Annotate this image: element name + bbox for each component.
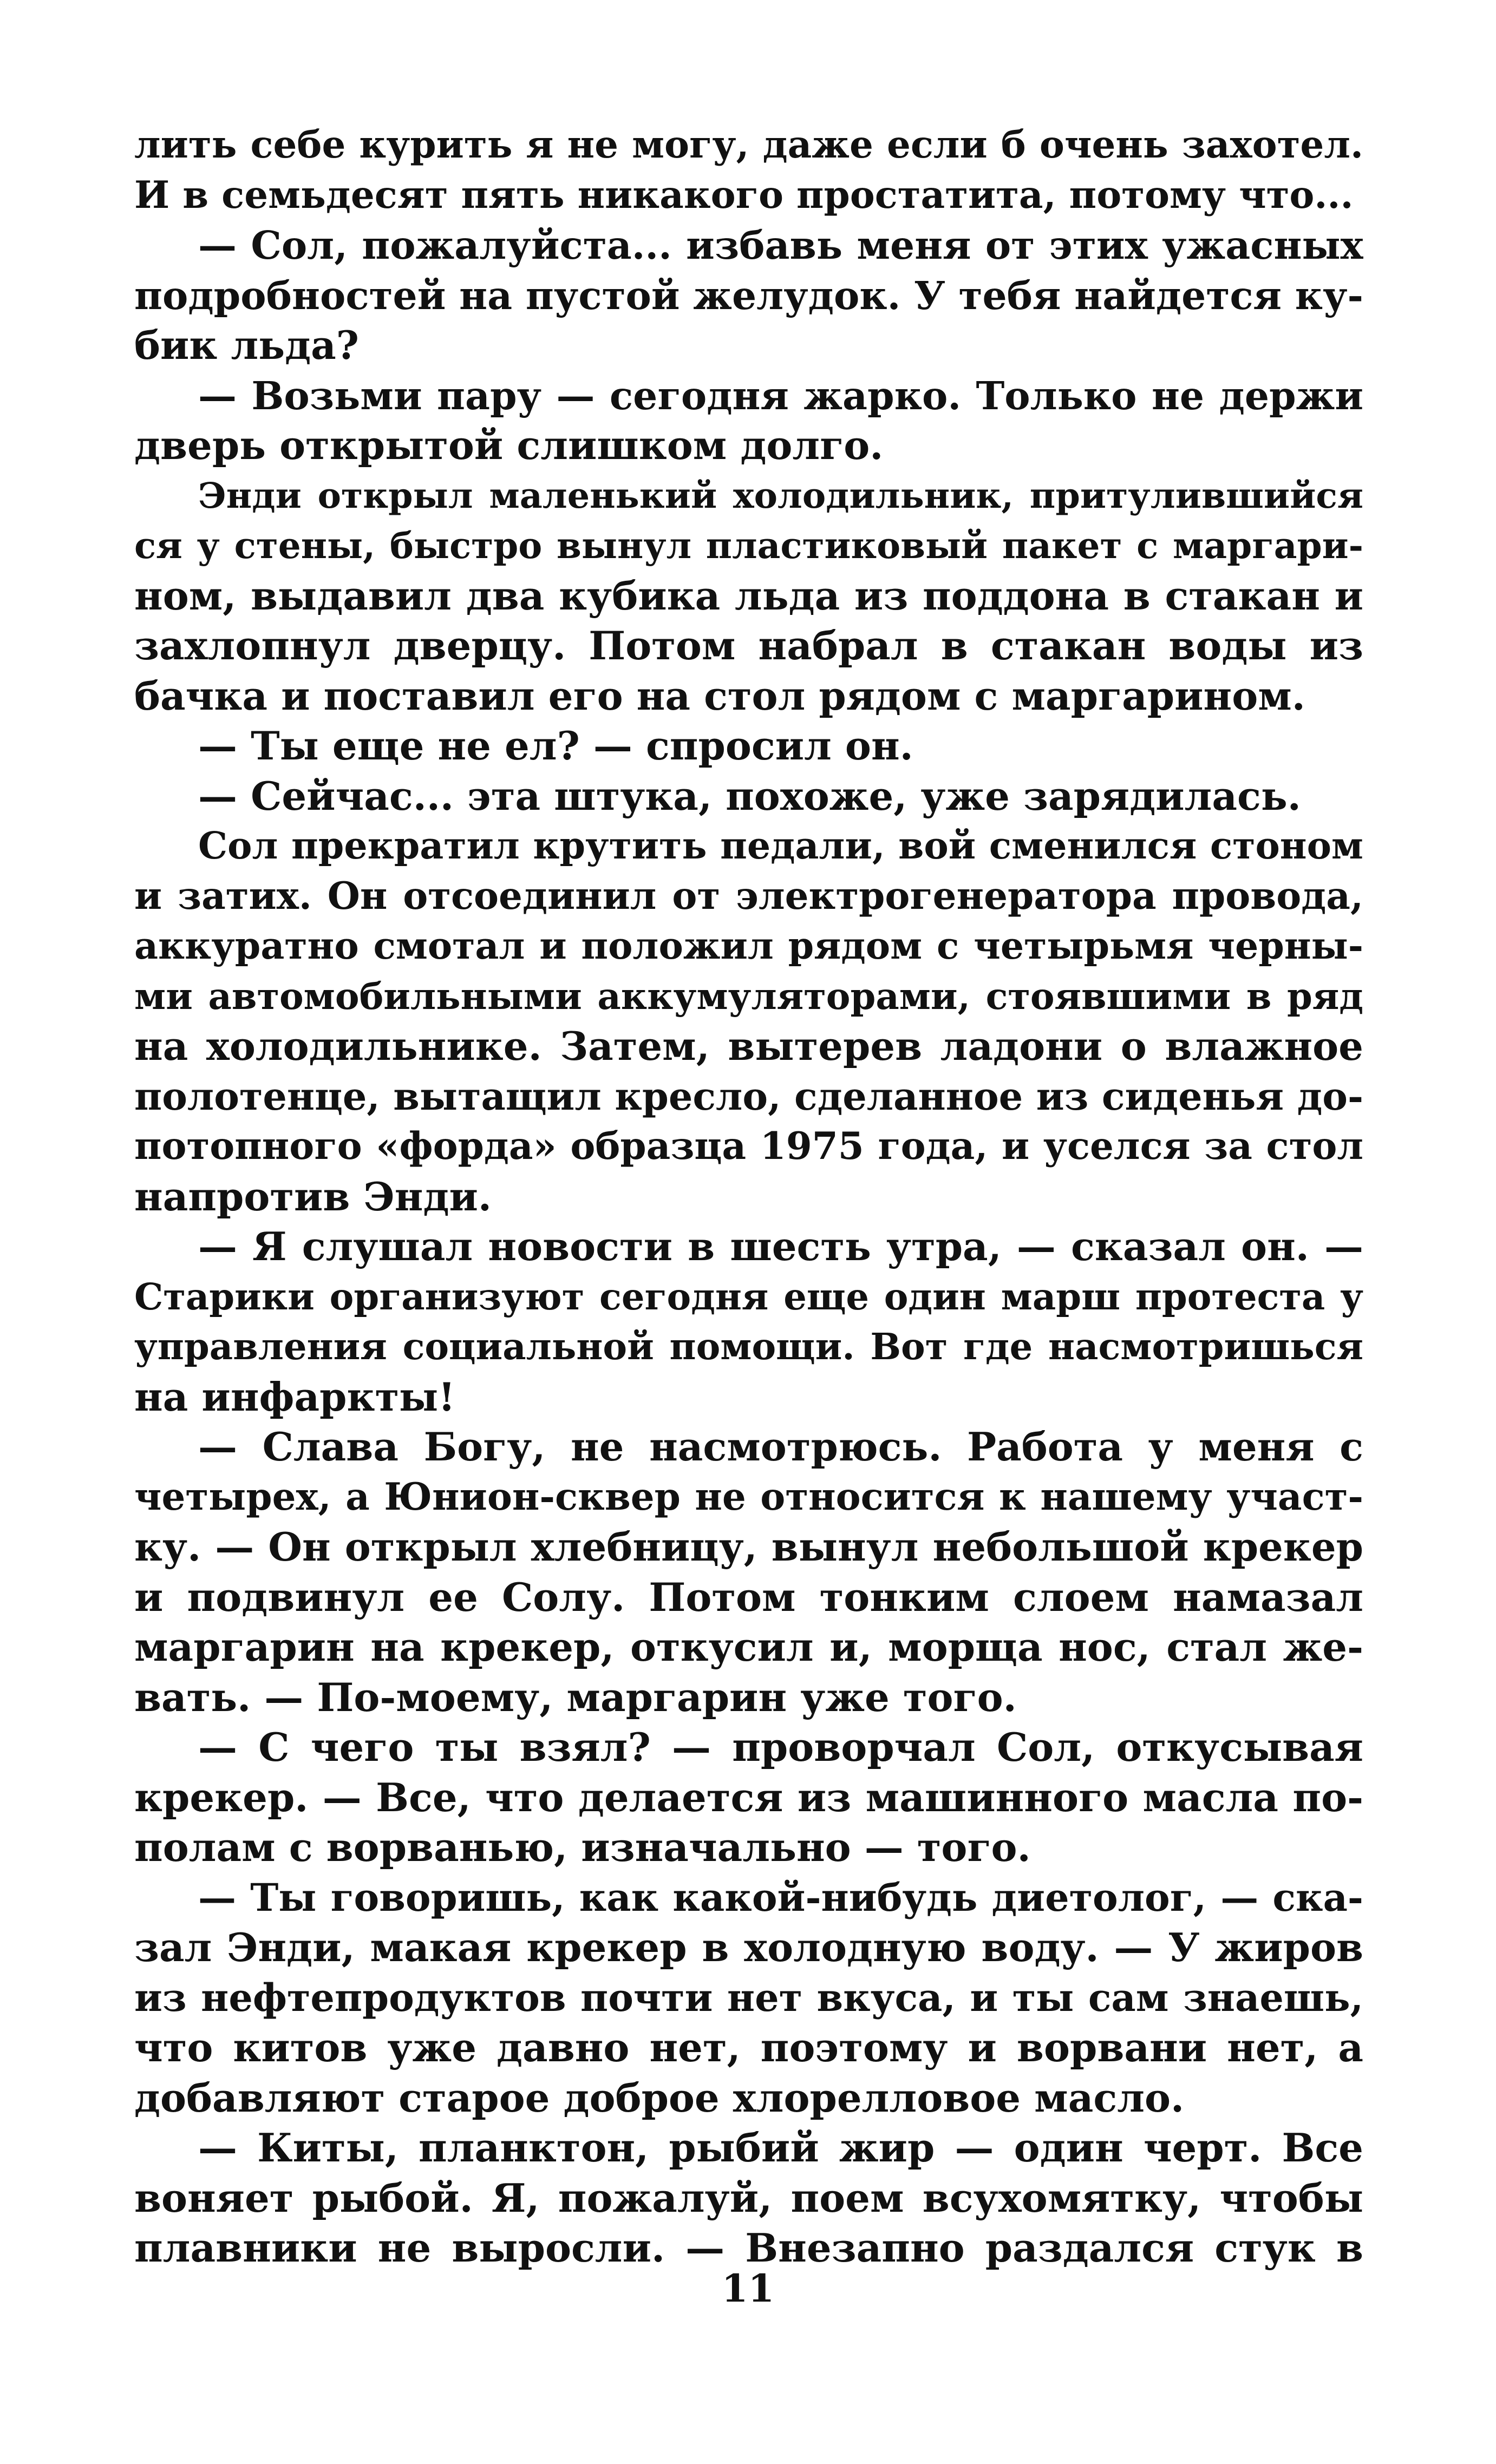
text-line: захлопнул дверцу. Потом набрал в стакан воды из — [134, 622, 1363, 669]
text-line: напротив Энди. — [134, 1173, 492, 1220]
text-line: потопного «форда» образца 1975 года, и уселся за стол — [134, 1124, 1363, 1168]
text-line: Сол прекратил крутить педали, вой сменился стоном — [198, 824, 1363, 868]
text-line: полотенце, вытащил кресло, сделанное из сиденья до- — [134, 1073, 1363, 1119]
text-line: воняет рыбой. Я, пожалуй, поем всухомятку, чтобы — [134, 2174, 1363, 2221]
text-line: — Сол, пожалуйста... избавь меня от этих ужасных — [198, 222, 1363, 268]
text-line: из нефтепродуктов почти нет вкуса, и ты сам знаешь, — [134, 1975, 1363, 2020]
text-line: добавляют старое доброе хлорелловое масло. — [134, 2074, 1185, 2121]
text-line: и подвинул ее Солу. Потом тонким слоем намазал — [134, 1574, 1363, 1620]
text-line: управления социальной помощи. Вот где насмотришься — [134, 1325, 1363, 1368]
text-line: крекер. — Все, что делается из машинного масла по- — [134, 1774, 1363, 1820]
text-line: ном, выдавил два кубика льда из поддона в стакан и — [134, 572, 1363, 619]
text-line: бачка и поставил его на стол рядом с маргарином. — [134, 672, 1305, 719]
text-line: — Ты говоришь, как какой-нибудь диетолог, — ска- — [198, 1875, 1363, 1920]
text-line: четырех, а Юнион-сквер не относится к нашему участ- — [134, 1475, 1363, 1519]
page-number: 11 — [721, 2266, 775, 2311]
text-line: — С чего ты взял? — проворчал Сол, откусывая — [198, 1724, 1363, 1770]
text-line: лить себе курить я не могу, даже если б очень захотел. — [134, 123, 1363, 167]
text-line: ся у стены, быстро вынул пластиковый пакет с маргари- — [134, 525, 1363, 567]
text-line: Старики организуют сегодня еще один марш протеста у — [134, 1275, 1363, 1318]
text-line: — Я слушал новости в шесть утра, — сказал он. — — [198, 1223, 1363, 1269]
text-line: — Сейчас... эта штука, похоже, уже зарядилась. — [198, 772, 1301, 819]
text-line: бик льда? — [134, 322, 359, 368]
body-text — [134, 120, 1363, 2273]
text-line: плавники не выросли. — Внезапно раздался стук в — [134, 2225, 1363, 2271]
text-line: ку. — Он открыл хлебницу, вынул небольшой крекер — [134, 1524, 1363, 1570]
text-line: ми автомобильными аккумуляторами, стоявшими в ряд — [134, 974, 1363, 1018]
text-line: зал Энди, макая крекер в холодную воду. — У жиров — [134, 1924, 1363, 1970]
text-line: на инфаркты! — [134, 1373, 455, 1420]
text-line: маргарин на крекер, откусил и, морща нос, стал же- — [134, 1624, 1363, 1670]
text-line: И в семьдесят пять никакого простатита, потому что... — [134, 173, 1354, 217]
text-line: полам с ворванью, изначально — того. — [134, 1824, 1031, 1870]
text-line: дверь открытой слишком долго. — [134, 422, 884, 468]
text-line: вать. — По-моему, маргарин уже того. — [134, 1674, 1017, 1720]
text-line: что китов уже давно нет, поэтому и ворвани нет, а — [134, 2024, 1363, 2070]
text-line: — Слава Богу, не насмотрюсь. Работа у меня с — [198, 1424, 1363, 1470]
text-line: — Ты еще не ел? — спросил он. — [198, 723, 913, 769]
text-line: — Возьми пару — сегодня жарко. Только не держи — [198, 372, 1363, 418]
text-line: и затих. Он отсоединил от электрогенератора провода, — [134, 874, 1363, 918]
text-line: на холодильнике. Затем, вытерев ладони о влажное — [134, 1023, 1363, 1069]
text-line: Энди открыл маленький холодильник, притулившийся — [198, 475, 1363, 516]
text-line: аккуратно смотал и положил рядом с четырьмя черны- — [134, 925, 1363, 968]
text-line: подробностей на пустой желудок. У тебя найдется ку- — [134, 272, 1363, 318]
text-line: — Киты, планктон, рыбий жир — один черт. Все — [198, 2125, 1363, 2171]
